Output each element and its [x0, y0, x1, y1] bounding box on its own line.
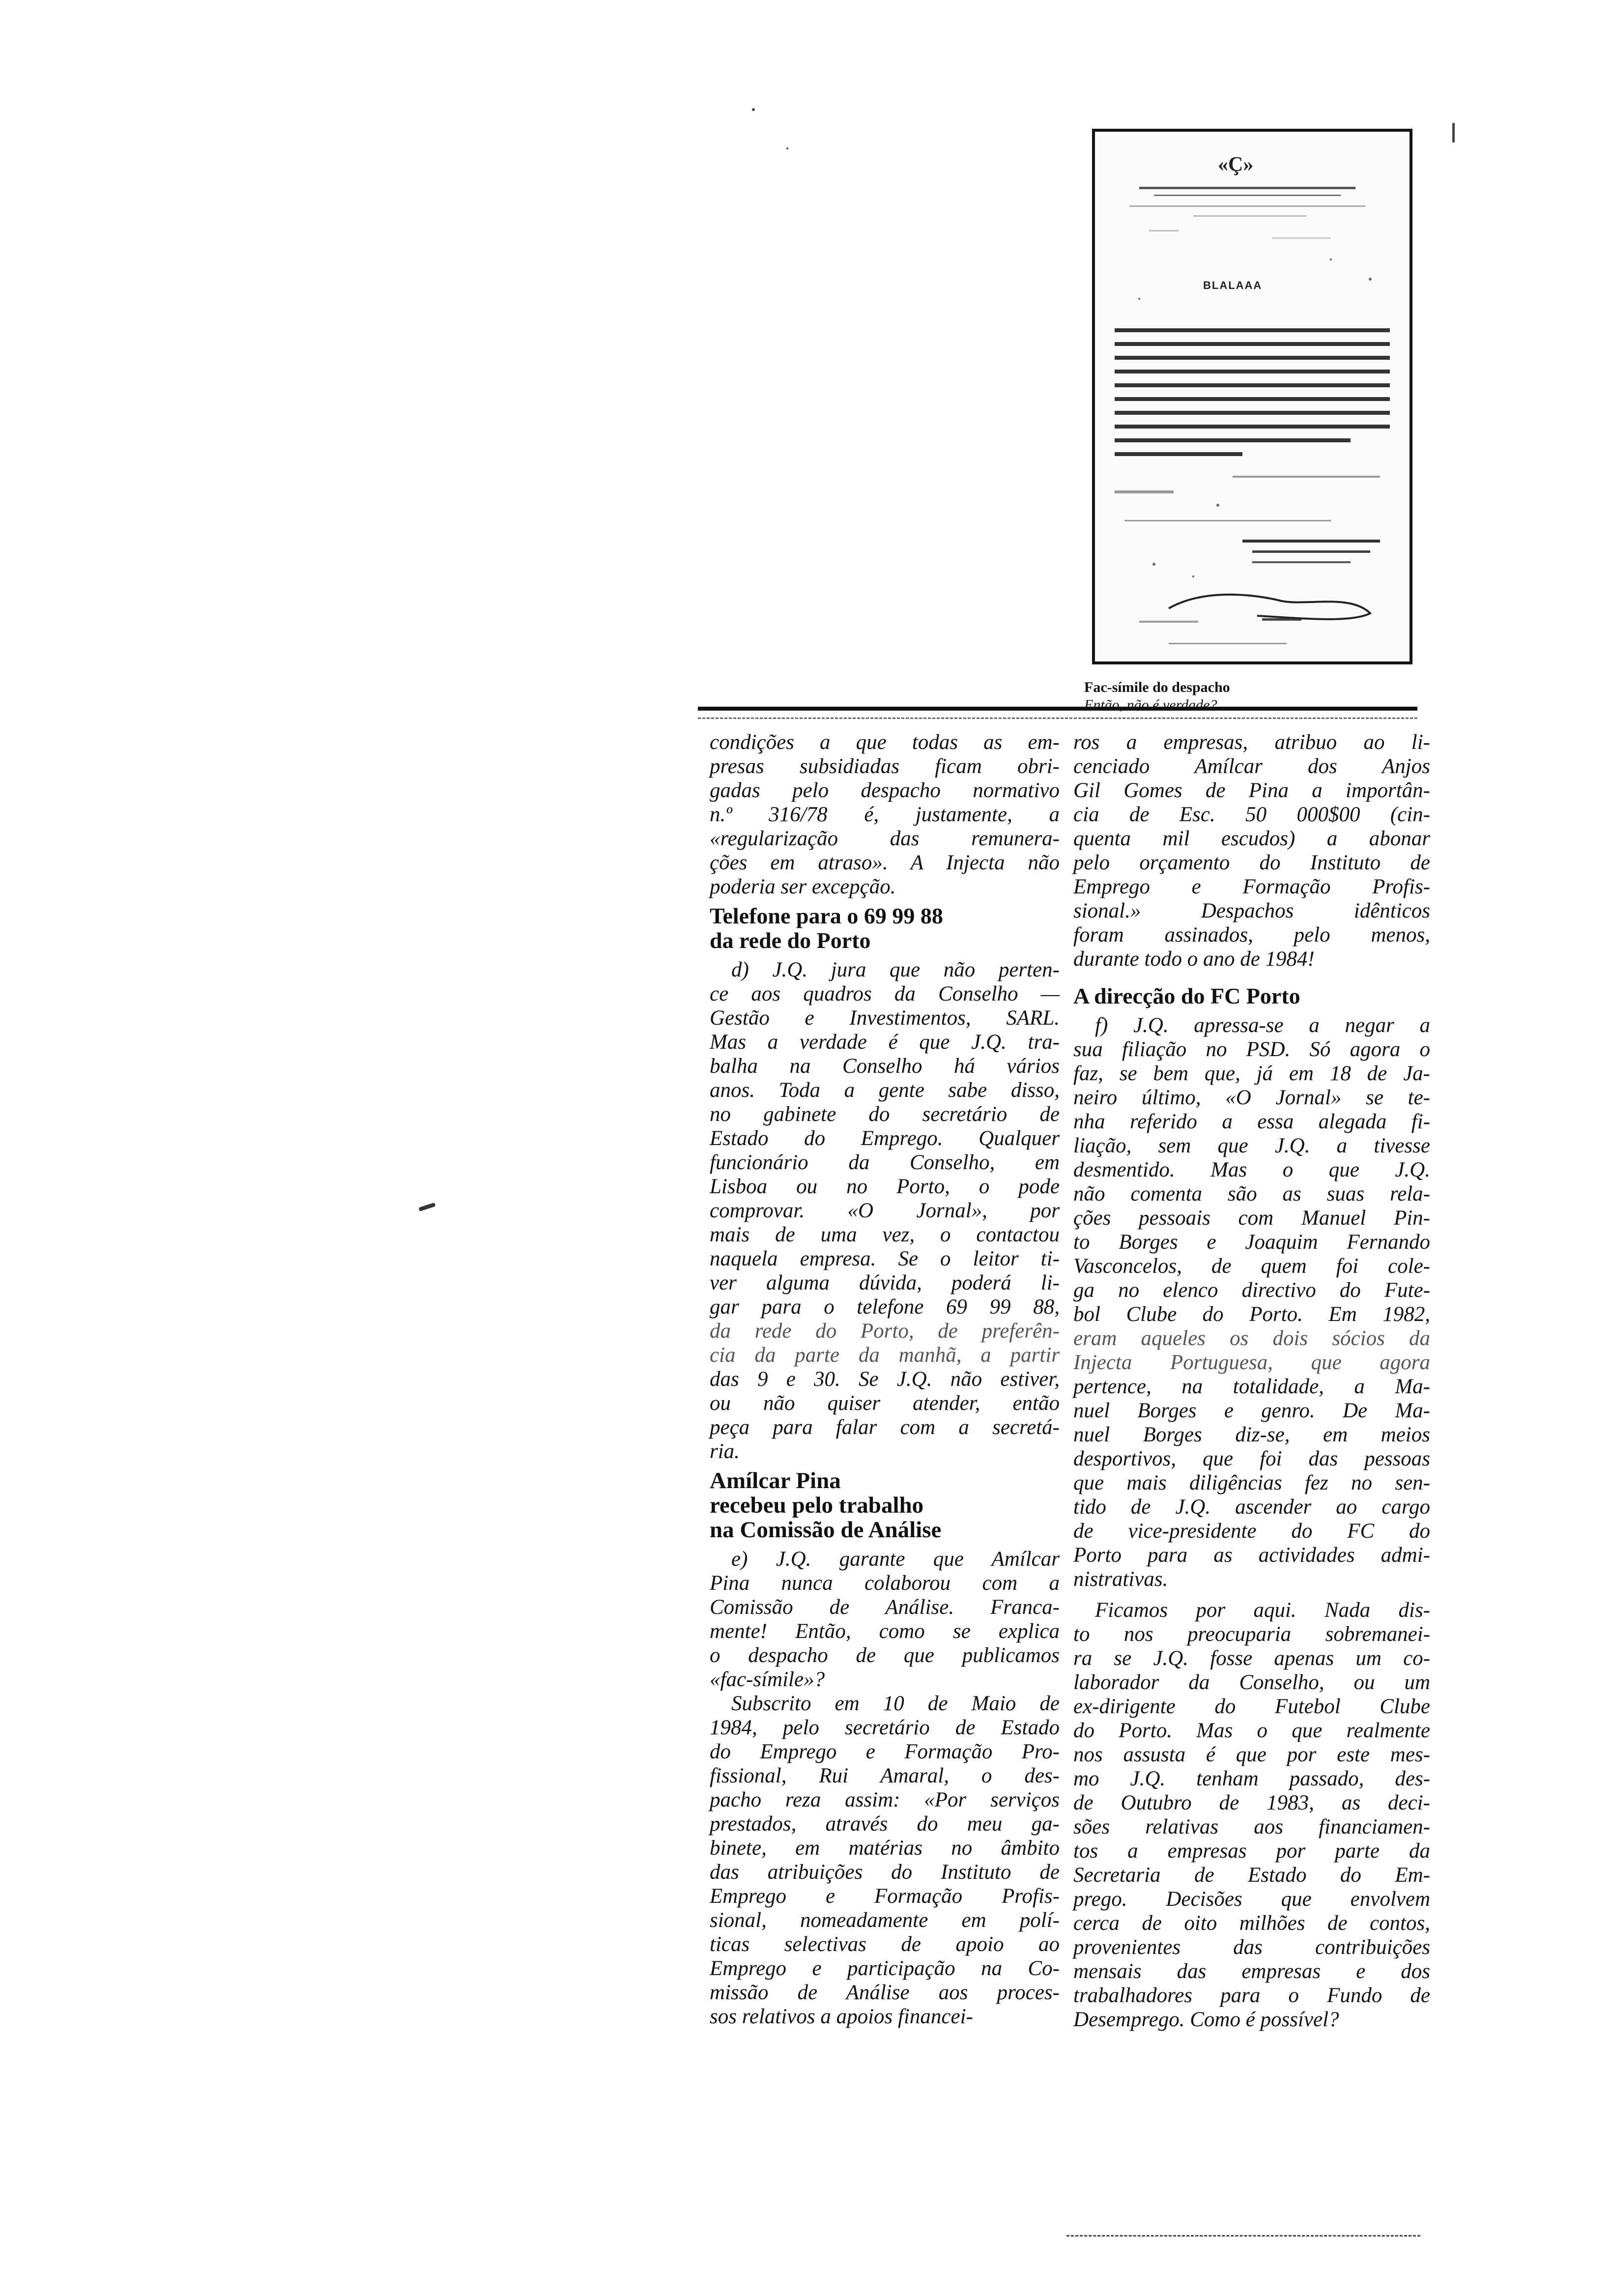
text-line: ver alguma dúvida, poderá li-: [710, 1271, 1060, 1294]
text-line: Mas a verdade é que J.Q. tra-: [710, 1031, 1060, 1054]
text-line: sional, nomeadamente em polí-: [710, 1909, 1060, 1932]
text-line: Ficamos por aqui. Nada dis-: [1095, 1599, 1430, 1622]
text-line: pacho reza assim: «Por serviços: [710, 1788, 1060, 1811]
text-line: faz, se bem que, já em 18 de Ja-: [1073, 1062, 1430, 1085]
text-line: o despacho de que publicamos: [710, 1644, 1060, 1667]
text-line: sua filiação no PSD. Só agora o: [1073, 1038, 1430, 1061]
text-line: pertence, na totalidade, a Ma-: [1073, 1375, 1430, 1398]
text-line: funcionário da Conselho, em: [710, 1151, 1060, 1174]
text-line: mo J.Q. tenham passado, des-: [1073, 1767, 1430, 1790]
continuation-paragraph: [1073, 730, 1430, 971]
heading-telefone-line-2: da rede do Porto: [710, 928, 871, 953]
stray-mark: [419, 1203, 436, 1211]
text-line: mais de uma vez, o contactou: [710, 1223, 1060, 1246]
article-bottom-rule: [1066, 2235, 1420, 2238]
text-line: to Borges e Joaquim Fernando: [1073, 1231, 1430, 1254]
text-line: nistrativas.: [1073, 1568, 1168, 1591]
item-d-paragraph: [710, 958, 1060, 1464]
text-line: Subscrito em 10 de Maio de: [731, 1692, 1060, 1715]
text-line: que mais diligências fez no sen-: [1073, 1471, 1430, 1494]
text-line: nha referido a essa alegada fi-: [1073, 1110, 1430, 1133]
facsimile-document-image: [1092, 129, 1412, 664]
text-line: ce aos quadros da Conselho —: [710, 982, 1060, 1005]
heading-telefone: [710, 904, 1060, 953]
text-line: provenientes das contribuições: [1073, 1936, 1430, 1959]
text-line: condições a que todas as em-: [710, 731, 1060, 754]
closing-paragraph: [1073, 1598, 1430, 2032]
text-line: sos relativos a apoios financei-: [710, 2005, 973, 2028]
facsimile-caption-title: Fac-símile do despacho: [1084, 679, 1230, 695]
text-line: Desemprego. Como é possível?: [1073, 2008, 1339, 2031]
text-line: presas subsidiadas ficam obri-: [710, 755, 1060, 778]
text-line: poderia ser excepção.: [710, 875, 896, 898]
text-line: prego. Decisões que envolvem: [1073, 1888, 1430, 1911]
text-line: Injecta Portuguesa, que agora: [1073, 1351, 1430, 1374]
subscrito-paragraph: [710, 1692, 1060, 2029]
item-f-paragraph: [1073, 1013, 1430, 1591]
heading-amilcar-pina: [710, 1468, 1060, 1542]
text-line: binete, em matérias no âmbito: [710, 1837, 1060, 1860]
text-line: d) J.Q. jura que não perten-: [731, 958, 1060, 981]
text-line: pelo orçamento do Instituto de: [1073, 851, 1430, 874]
text-line: to nos preocuparia sobremanei-: [1073, 1623, 1430, 1646]
text-line: peça para falar com a secretá-: [710, 1416, 1060, 1439]
scan-speck: [1452, 123, 1455, 143]
text-line: ra se J.Q. fosse apenas um co-: [1073, 1647, 1430, 1670]
facsimile-header-mark: «Ç»: [1218, 153, 1254, 176]
text-line: foram assinados, pelo menos,: [1073, 923, 1430, 947]
text-line: ções pessoais com Manuel Pin-: [1073, 1206, 1430, 1230]
text-line: Secretaria de Estado do Em-: [1073, 1864, 1430, 1887]
text-line: anos. Toda a gente sabe disso,: [710, 1079, 1060, 1102]
text-line: ticas selectivas de apoio ao: [710, 1933, 1060, 1956]
article-left-column: [710, 730, 1060, 2029]
text-line: cenciado Amílcar dos Anjos: [1073, 755, 1430, 778]
text-line: cia de Esc. 50 000$00 (cin-: [1073, 803, 1430, 826]
heading-telefone-line-1: Telefone para o 69 99 88: [710, 903, 943, 928]
text-line: ga no elenco directivo do Fute-: [1073, 1279, 1430, 1302]
scan-speck: [752, 108, 755, 111]
text-line: Vasconcelos, de quem foi cole-: [1073, 1255, 1430, 1278]
text-line: trabalhadores para o Fundo de: [1073, 1984, 1430, 2007]
text-line: eram aqueles os dois sócios da: [1073, 1327, 1430, 1350]
text-line: desportivos, que foi das pessoas: [1073, 1447, 1430, 1470]
text-line: Gil Gomes de Pina a importân-: [1073, 779, 1430, 802]
text-line: naquela empresa. Se o leitor ti-: [710, 1247, 1060, 1270]
text-line: ex-dirigente do Futebol Clube: [1073, 1695, 1430, 1718]
text-line: do Porto. Mas o que realmente: [1073, 1719, 1430, 1742]
text-line: Emprego e participação na Co-: [710, 1957, 1060, 1980]
text-line: Comissão de Análise. Franca-: [710, 1596, 1060, 1619]
text-line: gar para o telefone 69 99 88,: [710, 1295, 1060, 1319]
text-line: cerca de oito milhões de contos,: [1073, 1912, 1430, 1935]
text-line: neiro último, «O Jornal» se te-: [1073, 1086, 1430, 1109]
text-line: de Outubro de 1983, as deci-: [1073, 1791, 1430, 1814]
article-right-column: [1073, 730, 1430, 2032]
text-line: no gabinete do secretário de: [710, 1103, 1060, 1126]
text-line: nuel Borges e genro. De Ma-: [1073, 1399, 1430, 1422]
text-line: e) J.Q. garante que Amílcar: [731, 1548, 1060, 1571]
text-line: bol Clube do Porto. Em 1982,: [1073, 1303, 1430, 1326]
scan-speck: [786, 147, 788, 149]
text-line: das 9 e 30. Se J.Q. não estiver,: [710, 1368, 1060, 1391]
facsimile-caption-subtitle: Então, não é verdade?: [1084, 697, 1217, 713]
text-line: de vice-presidente do FC do: [1073, 1520, 1430, 1543]
text-line: nos assusta é que por este mes-: [1073, 1743, 1430, 1766]
text-line: n.º 316/78 é, justamente, a: [710, 803, 1060, 826]
text-line: sões relativas aos financiamen-: [1073, 1815, 1430, 1838]
text-line: balha na Conselho há vários: [710, 1055, 1060, 1078]
text-line: tido de J.Q. ascender ao cargo: [1073, 1495, 1430, 1519]
text-line: Emprego e Formação Profis-: [710, 1885, 1060, 1908]
text-line: ros a empresas, atribuo ao li-: [1073, 731, 1430, 754]
text-line: durante todo o ano de 1984!: [1073, 947, 1315, 971]
text-line: laborador da Conselho, ou um: [1073, 1671, 1430, 1694]
text-line: ria.: [710, 1440, 740, 1463]
text-line: mente! Então, como se explica: [710, 1620, 1060, 1643]
text-line: Lisboa ou no Porto, o pode: [710, 1175, 1060, 1198]
text-line: comprovar. «O Jornal», por: [710, 1199, 1060, 1222]
text-line: 1984, pelo secretário de Estado: [710, 1716, 1060, 1739]
text-line: das atribuições do Instituto de: [710, 1861, 1060, 1884]
text-line: sional.» Despachos idênticos: [1073, 899, 1430, 922]
text-line: tos a empresas por parte da: [1073, 1839, 1430, 1863]
text-line: Pina nunca colaborou com a: [710, 1572, 1060, 1595]
text-line: ou não quiser atender, então: [710, 1392, 1060, 1415]
text-line: liação, sem que J.Q. a tivesse: [1073, 1134, 1430, 1157]
text-line: gadas pelo despacho normativo: [710, 779, 1060, 802]
text-line: ções em atraso». A Injecta não: [710, 851, 1060, 874]
text-line: não comenta são as suas rela-: [1073, 1182, 1430, 1205]
text-line: fissional, Rui Amaral, o des-: [710, 1764, 1060, 1787]
facsimile-scan-drawing: [1095, 132, 1410, 661]
heading-amilcar-line-3: na Comissão de Análise: [710, 1517, 942, 1543]
text-line: missão de Análise aos proces-: [710, 1981, 1060, 2004]
text-line: mensais das empresas e dos: [1073, 1960, 1430, 1983]
opening-paragraph: [710, 730, 1060, 899]
text-line: Gestão e Investimentos, SARL.: [710, 1006, 1060, 1030]
text-line: do Emprego e Formação Pro-: [710, 1740, 1060, 1763]
item-e-paragraph: [710, 1547, 1060, 1692]
text-line: Emprego e Formação Profis-: [1073, 875, 1430, 898]
facsimile-stamp: BLALAAA: [1203, 279, 1263, 291]
heading-amilcar-line-1: Amílcar Pina: [710, 1468, 841, 1493]
text-line: Estado do Emprego. Qualquer: [710, 1127, 1060, 1150]
text-line: «regularização das remunera-: [710, 827, 1060, 850]
article-top-rule: [698, 707, 1417, 719]
text-line: Porto para as actividades admi-: [1073, 1544, 1430, 1567]
heading-fc-porto: A direcção do FC Porto: [1073, 983, 1300, 1008]
text-line: prestados, através do meu ga-: [710, 1812, 1060, 1836]
text-line: f) J.Q. apressa-se a negar a: [1095, 1014, 1430, 1037]
text-line: «fac-símile»?: [710, 1668, 825, 1691]
text-line: nuel Borges diz-se, em meios: [1073, 1423, 1430, 1446]
signature-scribble: [1169, 595, 1370, 619]
text-line: quenta mil escudos) a abonar: [1073, 827, 1430, 850]
text-line: desmentido. Mas o que J.Q.: [1073, 1158, 1430, 1181]
text-line: cia da parte da manhã, a partir: [710, 1344, 1060, 1367]
heading-amilcar-line-2: recebeu pelo trabalho: [710, 1492, 924, 1518]
text-line: da rede do Porto, de preferên-: [710, 1320, 1060, 1343]
